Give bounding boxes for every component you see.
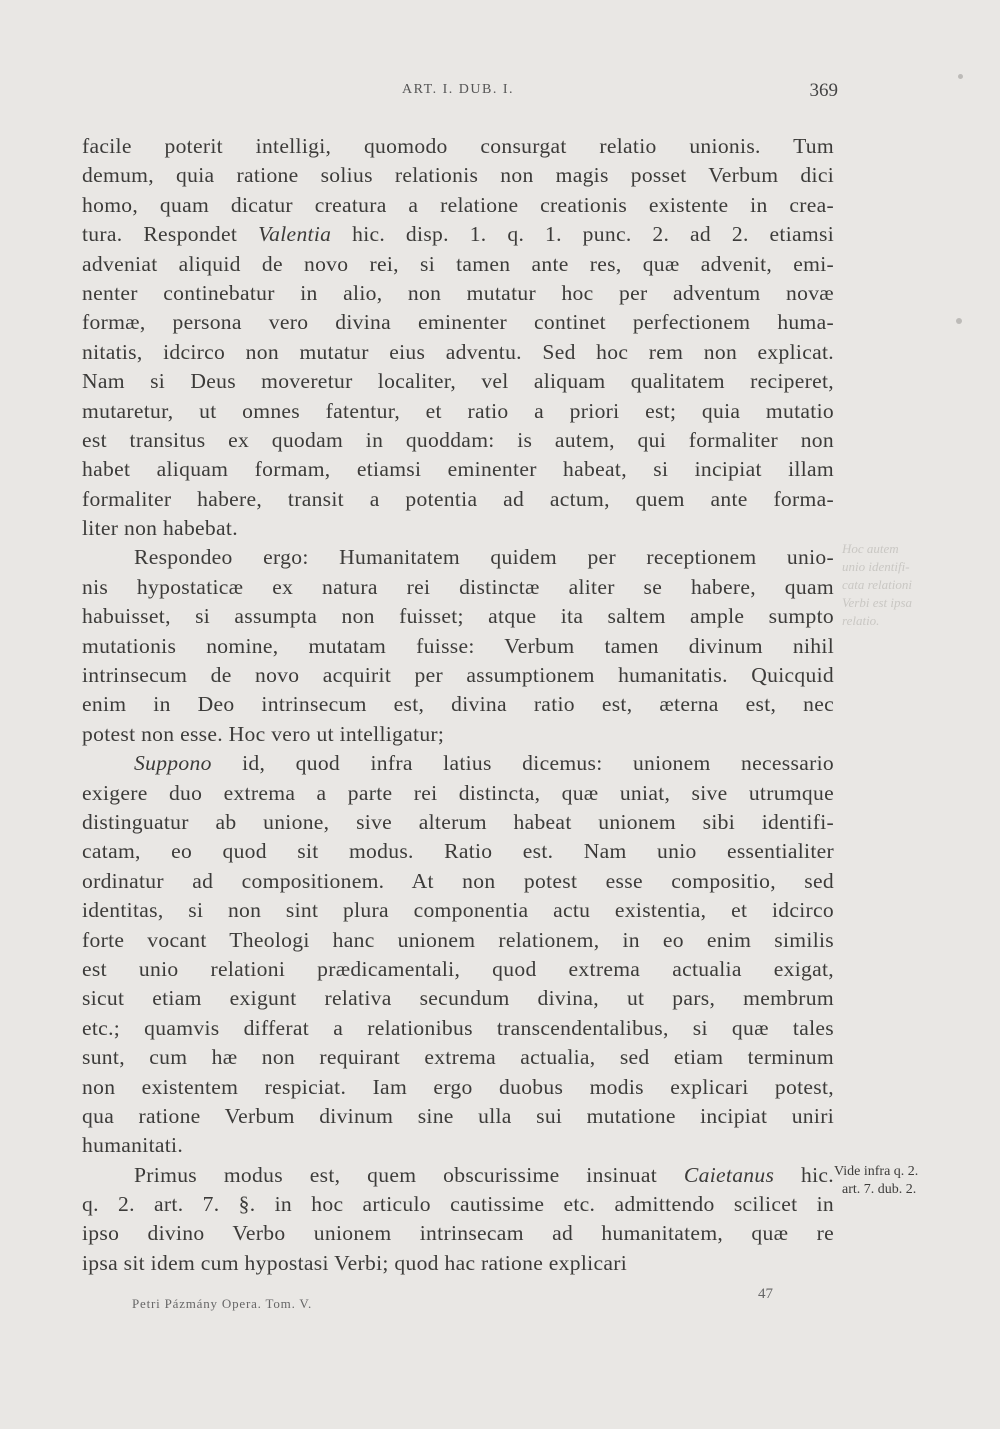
text-line <box>82 1190 834 1219</box>
text-line <box>82 690 834 719</box>
line-text: etc.; quamvis differat a relationibus transcendentalibus, si quæ tales <box>82 1015 834 1040</box>
italic-name: Caietanus <box>683 1162 775 1187</box>
line-text: formæ, persona vero divina eminenter continet perfectionem huma- <box>82 310 834 335</box>
line-text: id, quod infra latius dicemus: unionem necessario <box>211 751 834 776</box>
text-line <box>82 132 834 161</box>
line-text: adveniat aliquid de novo rei, si tamen ante res, quæ advenit, emi- <box>82 251 834 276</box>
line-text: exigere duo extrema a parte rei distincta, quæ uniat, sive utrumque <box>82 780 834 805</box>
margin-note <box>834 1163 964 1199</box>
line-text: liter non habebat. <box>82 516 238 541</box>
text-line <box>82 514 834 543</box>
line-text: tura. Respondet <box>82 222 259 247</box>
page-header <box>0 80 1000 110</box>
line-text: sunt, cum hæ non requirant extrema actualia, sed etiam terminum <box>82 1045 834 1070</box>
paper-speck <box>956 318 962 324</box>
footer-credit: Petri Pázmány Opera. Tom. V. <box>132 1296 312 1311</box>
line-text: non existentem respiciat. Iam ergo duobus modis explicari potest, <box>82 1074 834 1099</box>
line-text: identitas, si non sint plura componentia actu existentia, et idcirco <box>82 898 834 923</box>
line-text: humanitati. <box>82 1133 184 1158</box>
margin-note-line-2: art. 7. dub. 2. <box>842 1182 917 1197</box>
show-through-margin-note <box>842 540 962 630</box>
line-text: forte vocant Theologi hanc unionem relationem, in eo enim similis <box>82 927 834 952</box>
text-line <box>82 397 834 426</box>
bleed-note-line: cata relationi <box>842 577 912 592</box>
line-text: habet aliquam formam, etiamsi eminenter habeat, si incipiat illam <box>82 457 834 482</box>
line-text: mutationis nomine, mutatam fuisse: Verbum tamen divinum nihil <box>82 633 834 658</box>
italic-name: Suppono <box>134 751 212 776</box>
text-line <box>82 837 834 866</box>
line-text: ordinatur ad compositionem. At non potest esse compositio, sed <box>82 868 834 893</box>
text-line <box>82 867 834 896</box>
line-text: nis hypostaticæ ex natura rei distinctæ aliter se habere, quam <box>82 574 834 599</box>
line-text: demum, quia ratione solius relationis non magis posset Verbum dici <box>82 163 834 188</box>
line-text: distinguatur ab unione, sive alterum habeat unionem sibi identifi- <box>82 809 834 834</box>
text-line <box>82 1249 834 1278</box>
line-text: homo, quam dicatur creatura a relatione creationis existente in crea- <box>82 192 834 217</box>
text-line <box>82 161 834 190</box>
paper-speck <box>958 74 963 79</box>
line-text: hic. <box>774 1162 834 1187</box>
text-line <box>82 1219 834 1248</box>
text-line <box>82 632 834 661</box>
text-line <box>82 1073 834 1102</box>
page-number: 369 <box>809 80 838 101</box>
line-text: q. 2. art. 7. §. in hoc articulo cautissime etc. admittendo scilicet in <box>82 1192 834 1217</box>
text-line <box>82 220 834 249</box>
line-text: est transitus ex quodam in quoddam: is autem, qui formaliter non <box>82 427 834 452</box>
text-line <box>82 426 834 455</box>
bleed-note-line: unio identifi- <box>842 559 910 574</box>
text-line <box>82 455 834 484</box>
text-line <box>82 984 834 1013</box>
text-line <box>82 191 834 220</box>
italic-name: Valentia <box>258 222 332 247</box>
text-line <box>82 749 834 778</box>
line-text: hic. disp. 1. q. 1. punc. 2. ad 2. etiamsi <box>331 222 835 247</box>
line-text: Primus modus est, quem obscurissime insinuat <box>134 1162 684 1187</box>
text-line <box>82 250 834 279</box>
line-text: formaliter habere, transit a potentia ad actum, quem ante forma- <box>82 486 834 511</box>
text-line <box>82 808 834 837</box>
main-text <box>82 132 834 1278</box>
line-text: mutaretur, ut omnes fatentur, et ratio a priori est; quia mutatio <box>82 398 834 423</box>
text-line <box>82 485 834 514</box>
text-line <box>82 1131 834 1160</box>
line-text: catam, eo quod sit modus. Ratio est. Nam unio essentialiter <box>82 839 834 864</box>
line-text: facile poterit intelligi, quomodo consurgat relatio unionis. Tum <box>82 134 834 158</box>
line-text: ipsa sit idem cum hypostasi Verbi; quod hac ratione explicari <box>82 1250 628 1275</box>
bleed-note-line: relatio. <box>842 613 880 628</box>
text-line <box>82 926 834 955</box>
text-line <box>82 896 834 925</box>
margin-note-line-1: Vide infra q. 2. <box>834 1164 919 1179</box>
text-line <box>82 308 834 337</box>
line-text: Nam si Deus moveretur localiter, vel aliquam qualitatem reciperet, <box>82 369 834 394</box>
text-line <box>82 338 834 367</box>
text-line <box>82 1102 834 1131</box>
line-text: nenter continebatur in alio, non mutatur hoc per adventum novæ <box>82 280 834 305</box>
bleed-note-line: Verbi est ipsa <box>842 595 913 610</box>
line-text: qua ratione Verbum divinum sine ulla sui mutatione incipiat uniri <box>82 1103 834 1128</box>
text-line <box>82 661 834 690</box>
line-text: ipso divino Verbo unionem intrinsecam ad humanitatem, quæ re <box>82 1221 834 1246</box>
line-text: habuisset, si assumpta non fuisset; atque ita saltem ample sumpto <box>82 604 834 629</box>
signature-mark: 47 <box>758 1286 773 1302</box>
text-line <box>82 720 834 749</box>
text-line <box>82 573 834 602</box>
text-line <box>82 1014 834 1043</box>
line-text: intrinsecum de novo acquirit per assumptionem humanitatis. Quicquid <box>82 663 834 688</box>
bleed-note-line: Hoc autem <box>842 541 899 556</box>
line-text: nitatis, idcirco non mutatur eius adventu. Sed hoc rem non explicat. <box>82 339 834 364</box>
line-text: est unio relationi prædicamentali, quod extrema actualia exigat, <box>82 956 834 981</box>
text-line <box>82 602 834 631</box>
text-line <box>82 543 834 572</box>
line-text: Respondeo ergo: Humanitatem quidem per receptionem unio- <box>134 545 834 570</box>
text-line <box>82 279 834 308</box>
line-text: potest non esse. Hoc vero ut intelligatur; <box>82 721 445 746</box>
line-text: enim in Deo intrinsecum est, divina ratio est, æterna est, nec <box>82 692 834 717</box>
text-line <box>82 1161 834 1190</box>
text-line <box>82 779 834 808</box>
line-text: sicut etiam exigunt relativa secundum divina, ut pars, membrum <box>82 986 834 1011</box>
text-line <box>82 367 834 396</box>
text-line <box>82 1043 834 1072</box>
text-line <box>82 955 834 984</box>
running-title: ART. I. DUB. I. <box>402 82 515 97</box>
